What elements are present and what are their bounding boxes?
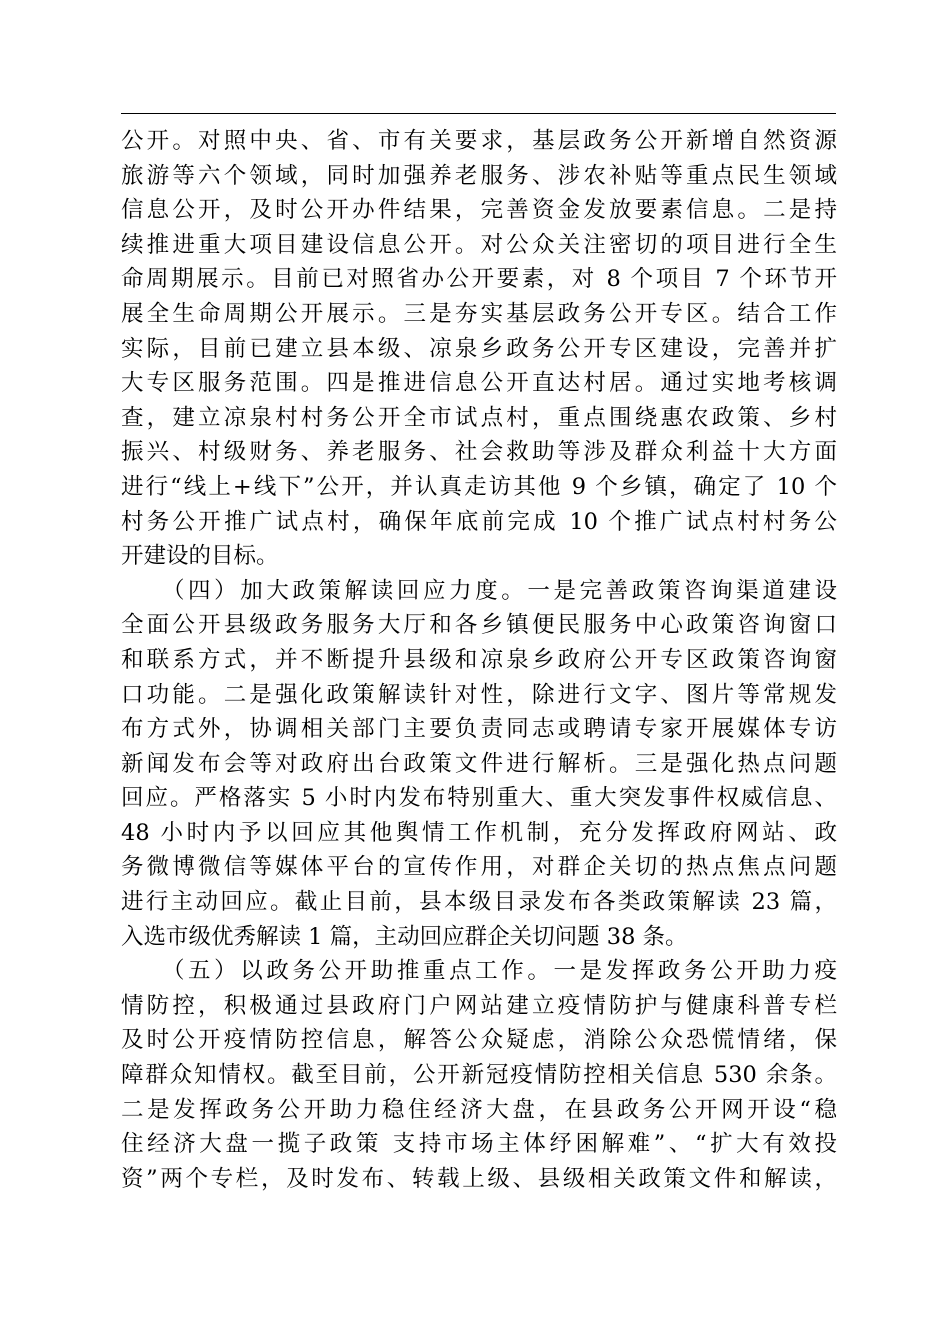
text-line: 口功能。二是强化政策解读针对性，除进行文字、图片等常规发 [121,681,837,708]
text-line: （五）以政务公开助推重点工作。一是发挥政务公开助力疫 [121,958,837,985]
text-line: （四）加大政策解读回应力度。一是完善政策咨询渠道建设 [121,577,837,604]
text-line: 住经济大盘一揽子政策 支持市场主体纾困解难”、“扩大有效投 [121,1131,837,1158]
text-line: 务微博微信等媒体平台的宣传作用，对群企关切的热点焦点问题 [121,854,837,881]
text-line: 实际，目前已建立县本级、凉泉乡政务公开专区建设，完善并扩 [121,335,837,362]
text-line: 村务公开推广试点村，确保年底前完成 10 个推广试点村村务公 [121,508,837,535]
text-line: 开建设的目标。 [121,543,279,570]
text-line: 振兴、村级财务、养老服务、社会救助等涉及群众利益十大方面 [121,439,837,466]
text-line: 全面公开县级政务服务大厅和各乡镇便民服务中心政策咨询窗口 [121,612,837,639]
text-line: 公开。对照中央、省、市有关要求，基层政务公开新增自然资源 [121,128,837,154]
text-line: 进行“线上+线下”公开，并认真走访其他 9 个乡镇，确定了 10 个 [121,473,837,500]
text-line: 及时公开疫情防控信息，解答公众疑虑，消除公众恐慌情绪，保 [121,1027,837,1054]
text-line: 查，建立凉泉村村务公开全市试点村，重点围绕惠农政策、乡村 [121,404,837,431]
text-line: 和联系方式，并不断提升县级和凉泉乡政府公开专区政策咨询窗 [121,646,837,673]
text-line: 布方式外，协调相关部门主要负责同志或聘请专家开展媒体专访 [121,716,837,743]
text-line: 信息公开，及时公开办件结果，完善资金发放要素信息。二是持 [121,197,837,224]
text-line: 续推进重大项目建设信息公开。对公众关注密切的项目进行全生 [121,231,837,258]
document-body [121,124,837,1196]
text-line: 新闻发布会等对政府出台政策文件进行解析。三是强化热点问题 [121,750,837,777]
text-line: 入选市级优秀解读 1 篇，主动回应群企关切问题 38 条。 [121,923,688,950]
text-line: 旅游等六个领域，同时加强养老服务、涉农补贴等重点民生领域 [121,162,837,189]
text-line: 进行主动回应。截止目前，县本级目录发布各类政策解读 23 篇， [121,889,837,916]
text-line: 二是发挥政务公开助力稳住经济大盘，在县政务公开网开设“稳 [121,1096,837,1123]
text-line: 命周期展示。目前已对照省办公开要素，对 8 个项目 7 个环节开 [121,266,837,293]
text-line: 大专区服务范围。四是推进信息公开直达村居。通过实地考核调 [121,370,837,397]
text-line: 资”两个专栏，及时发布、转载上级、县级相关政策文件和解读， [121,1165,837,1192]
text-line: 回应。严格落实 5 小时内发布特别重大、重大突发事件权威信息、 [121,785,837,812]
header-rule [121,113,836,114]
text-line: 情防控，积极通过县政府门户网站建立疫情防护与健康科普专栏 [121,992,837,1019]
text-line: 障群众知情权。截至目前，公开新冠疫情防控相关信息 530 余条。 [121,1062,837,1089]
text-line: 48 小时内予以回应其他舆情工作机制，充分发挥政府网站、政 [121,819,837,846]
text-line: 展全生命周期公开展示。三是夯实基层政务公开专区。结合工作 [121,300,837,327]
